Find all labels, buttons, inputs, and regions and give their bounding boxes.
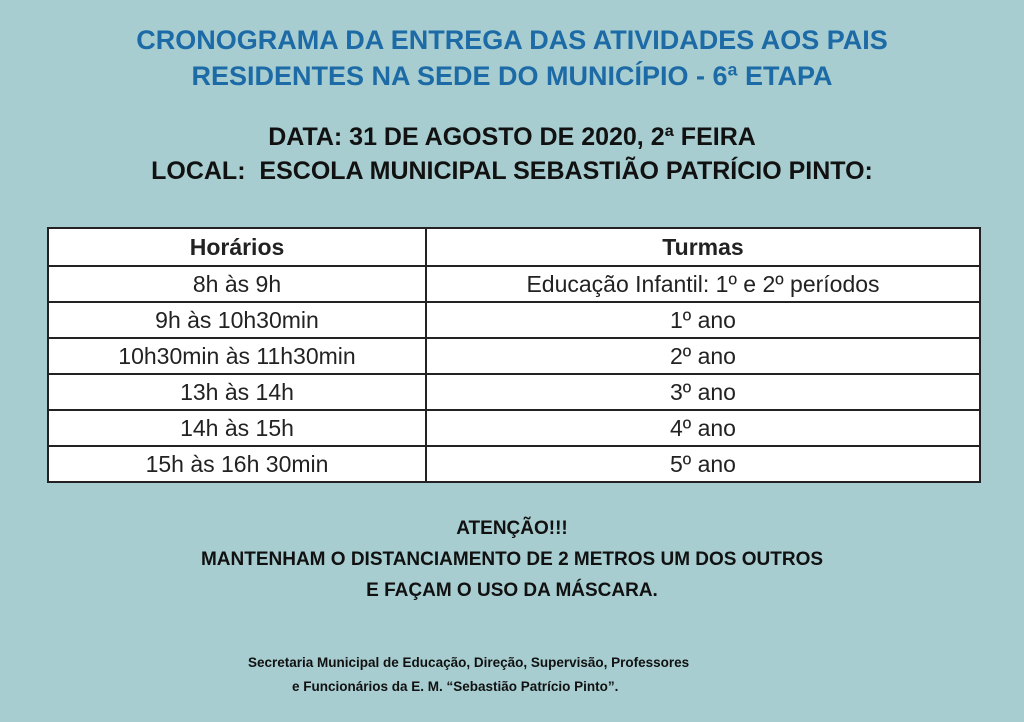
time-cell: 10h30min às 11h30min xyxy=(48,338,426,374)
time-cell: 13h às 14h xyxy=(48,374,426,410)
class-cell: 4º ano xyxy=(426,410,980,446)
page-title xyxy=(0,22,1024,94)
location-line: LOCAL: ESCOLA MUNICIPAL SEBASTIÃO PATRÍCIO PINTO: xyxy=(151,157,873,185)
table-row xyxy=(48,338,980,374)
footer-line-2: e Funcionários da E. M. “Sebastião Patrício Pinto”. xyxy=(292,679,619,694)
attention-heading: ATENÇÃO!!! xyxy=(456,518,568,539)
class-cell: 2º ano xyxy=(426,338,980,374)
table-row xyxy=(48,446,980,482)
column-header-turmas: Turmas xyxy=(426,228,980,266)
class-cell: 5º ano xyxy=(426,446,980,482)
footer-credits xyxy=(248,651,689,699)
date-line: DATA: 31 DE AGOSTO DE 2020, 2ª FEIRA xyxy=(268,123,756,151)
schedule-table xyxy=(47,227,981,483)
class-cell: 1º ano xyxy=(426,302,980,338)
footer-line-1: Secretaria Municipal de Educação, Direção, Supervisão, Professores xyxy=(248,655,690,670)
column-header-horarios: Horários xyxy=(48,228,426,266)
time-cell: 14h às 15h xyxy=(48,410,426,446)
table-row xyxy=(48,302,980,338)
table-row xyxy=(48,266,980,302)
class-cell: Educação Infantil: 1º e 2º períodos xyxy=(426,266,980,302)
time-cell: 8h às 9h xyxy=(48,266,426,302)
time-cell: 9h às 10h30min xyxy=(48,302,426,338)
attention-notice xyxy=(0,513,1024,606)
table-header-row xyxy=(48,228,980,266)
time-cell: 15h às 16h 30min xyxy=(48,446,426,482)
attention-line-2: E FAÇAM O USO DA MÁSCARA. xyxy=(366,580,658,601)
event-info xyxy=(0,120,1024,188)
table-row xyxy=(48,374,980,410)
title-line-1: CRONOGRAMA DA ENTREGA DAS ATIVIDADES AOS PAIS xyxy=(136,25,888,55)
attention-line-1: MANTENHAM O DISTANCIAMENTO DE 2 METROS UM DOS OUTROS xyxy=(200,549,824,570)
table-row xyxy=(48,410,980,446)
title-line-2: RESIDENTES NA SEDE DO MUNICÍPIO - 6ª ETAPA xyxy=(191,61,833,91)
class-cell: 3º ano xyxy=(426,374,980,410)
